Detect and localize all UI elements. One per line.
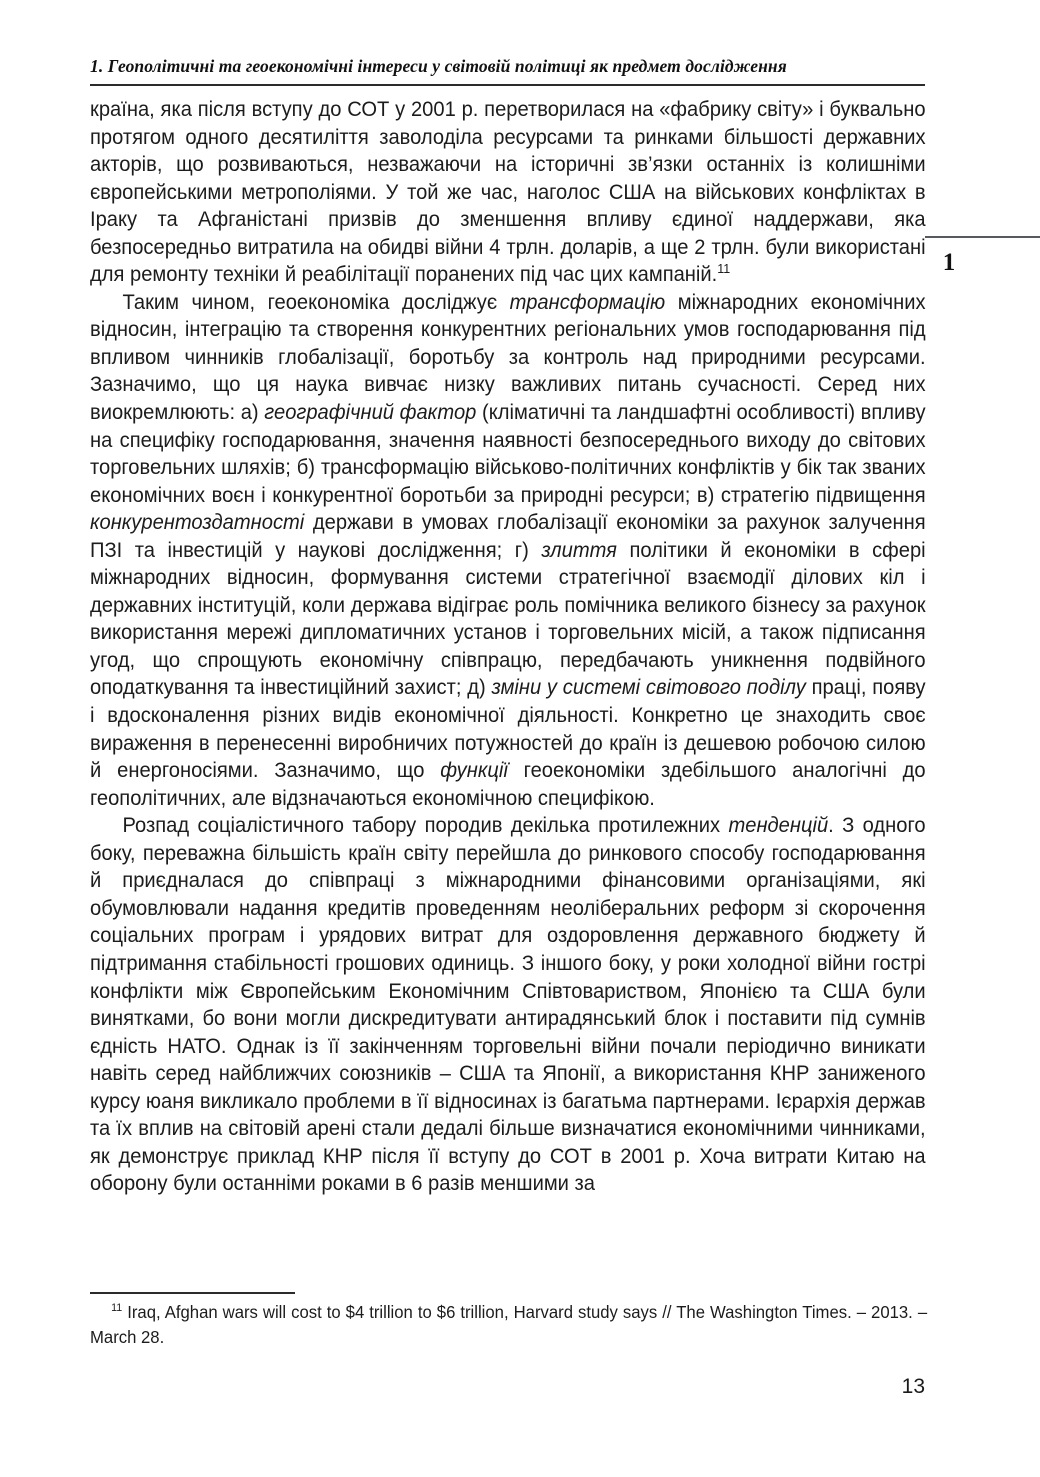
paragraph: Розпад соціалістичного табору породив декілька протилежних тенденцій. З одного боку, переважна більшість країн світу перейшла до ринкового способу господарювання й приєдналася до співпраці з міжнародними фінансовими організаціями, які обумовлювали надання кредитів проведенням неоліберальних реформ зі скорочення соціальних програм і урядових витрат для оздоровлення державного бюджету й підтримання стабільності грошових одиниць. З іншого боку, у роки холодної війни гострі конфлікти між Європейським Економічним Співтовариством, Японією та США були винятками, бо вони могли дискредитувати антирадянський блок і поставити під сумнів єдність НАТО. Однак із її закінченням торговельні війни почали періодично виникати навіть серед найближчих союзників – США та Японії, а використання КНР заниженого курсу юаня викликало проблеми в її відносинах із багатьма партнерами. Ієрархія держав та їх вплив на світовій арені стали дедалі більше визначатися економічними чинниками, як демонструє приклад КНР після її вступу до СОТ в 2001 р. Хоча витрати Китаю на оборону були останніми роками в 6 разів меншими за [90,814,926,1196]
footnote-marker: 11 [111,1302,123,1315]
emphasis-text: тенденцій [728,814,829,838]
emphasis-text: зміни у системі світового поділу [491,676,806,700]
emphasis-text: географічний фактор [264,401,477,425]
paragraph: Таким чином, геоекономіка досліджує трансформацію міжнародних економічних відносин, інтеграцію та створення конкурентних регіональних умов господарювання під впливом чинників глобалізації, боротьбу за контроль над природними ресурсами. Зазначимо, що ця наука вивчає низку важливих питань сучасності. Серед них виокремлюють: а) географічний фактор (кліматичні та ландшафтні особливості) впливу на специфіку господарювання, значення наявності безпосереднього виходу до світових торговельних шляхів; б) трансформацію військово-політичних конфліктів у бік так званих економічних воєн і конкурентної боротьби за природні ресурси; в) стратегію підвищення конкурентоздатності держави в умовах глобалізації економіки за рахунок залучення ПЗІ та інвестицій у наукові дослідження; г) злиття політики й економіки в сфері міжнародних відносин, формування системи стратегічної взаємодії ділових кіл і державних інституцій, коли держава відіграє роль помічника великого бізнесу за рахунок використання мережі дипломатичних установ і торговельних місій, а також підписання угод, що спрощують економічну співпрацю, передбачають уникнення подвійного оподаткування та інвестиційний захист; д) зміни у системі світового поділу праці, появу і вдосконалення різних видів економічної діяльності. Конкретно це знаходить своє вираження в перенесенні виробничих потужностей до країн із дешевою робочою силою й енергоносіями. Зазначимо, що функції геоекономіки здебільшого аналогічні до геополітичних, але відзначаються економічною специфікою. [90,290,926,810]
running-head: 1. Геополітичні та геоекономічні інтереси у світовій політиці як предмет дослідження [90,56,787,76]
running-head-divider [90,84,925,86]
footnote-entry [90,1300,927,1350]
emphasis-text: злиття [541,538,617,562]
footnote-reference[interactable]: 11 [717,261,731,277]
chapter-tab-divider [925,236,1040,238]
paragraph: країна, яка після вступу до СОТ у 2001 р. перетворилася на «фабрику світу» і буквально протягом одного десятиліття заволоділа ресурсами та ринками більшості державних акторів, що розвиваються, незважаючи на історичні зв’язки останніх із колишніми європейськими метрополіями. У той же час, наголос США на військових конфліктах в Іраку та Афганістані призвів до зменшення впливу єдиної наддержави, яка безпосередньо витратила на обидві війни 4 трлн. доларів, а ще 2 трлн. були використані для ремонту техніки й реабілітації поранених під час цих кампаній.$^{11}$ [90,98,926,287]
footnote-separator [90,1292,295,1294]
emphasis-text: конкурентоздатності [90,511,305,535]
footnote-text: Iraq, Afghan wars will cost to $4 trillion to $6 trillion, Harvard study says // The Washington Times. – 2013. – March 28. [90,1302,928,1347]
chapter-number-marker: 1 [942,249,956,276]
emphasis-text: функції [440,759,508,783]
body-text-column [90,96,926,1198]
page-number: 13 [901,1375,925,1398]
emphasis-text: трансформацію [509,290,666,314]
